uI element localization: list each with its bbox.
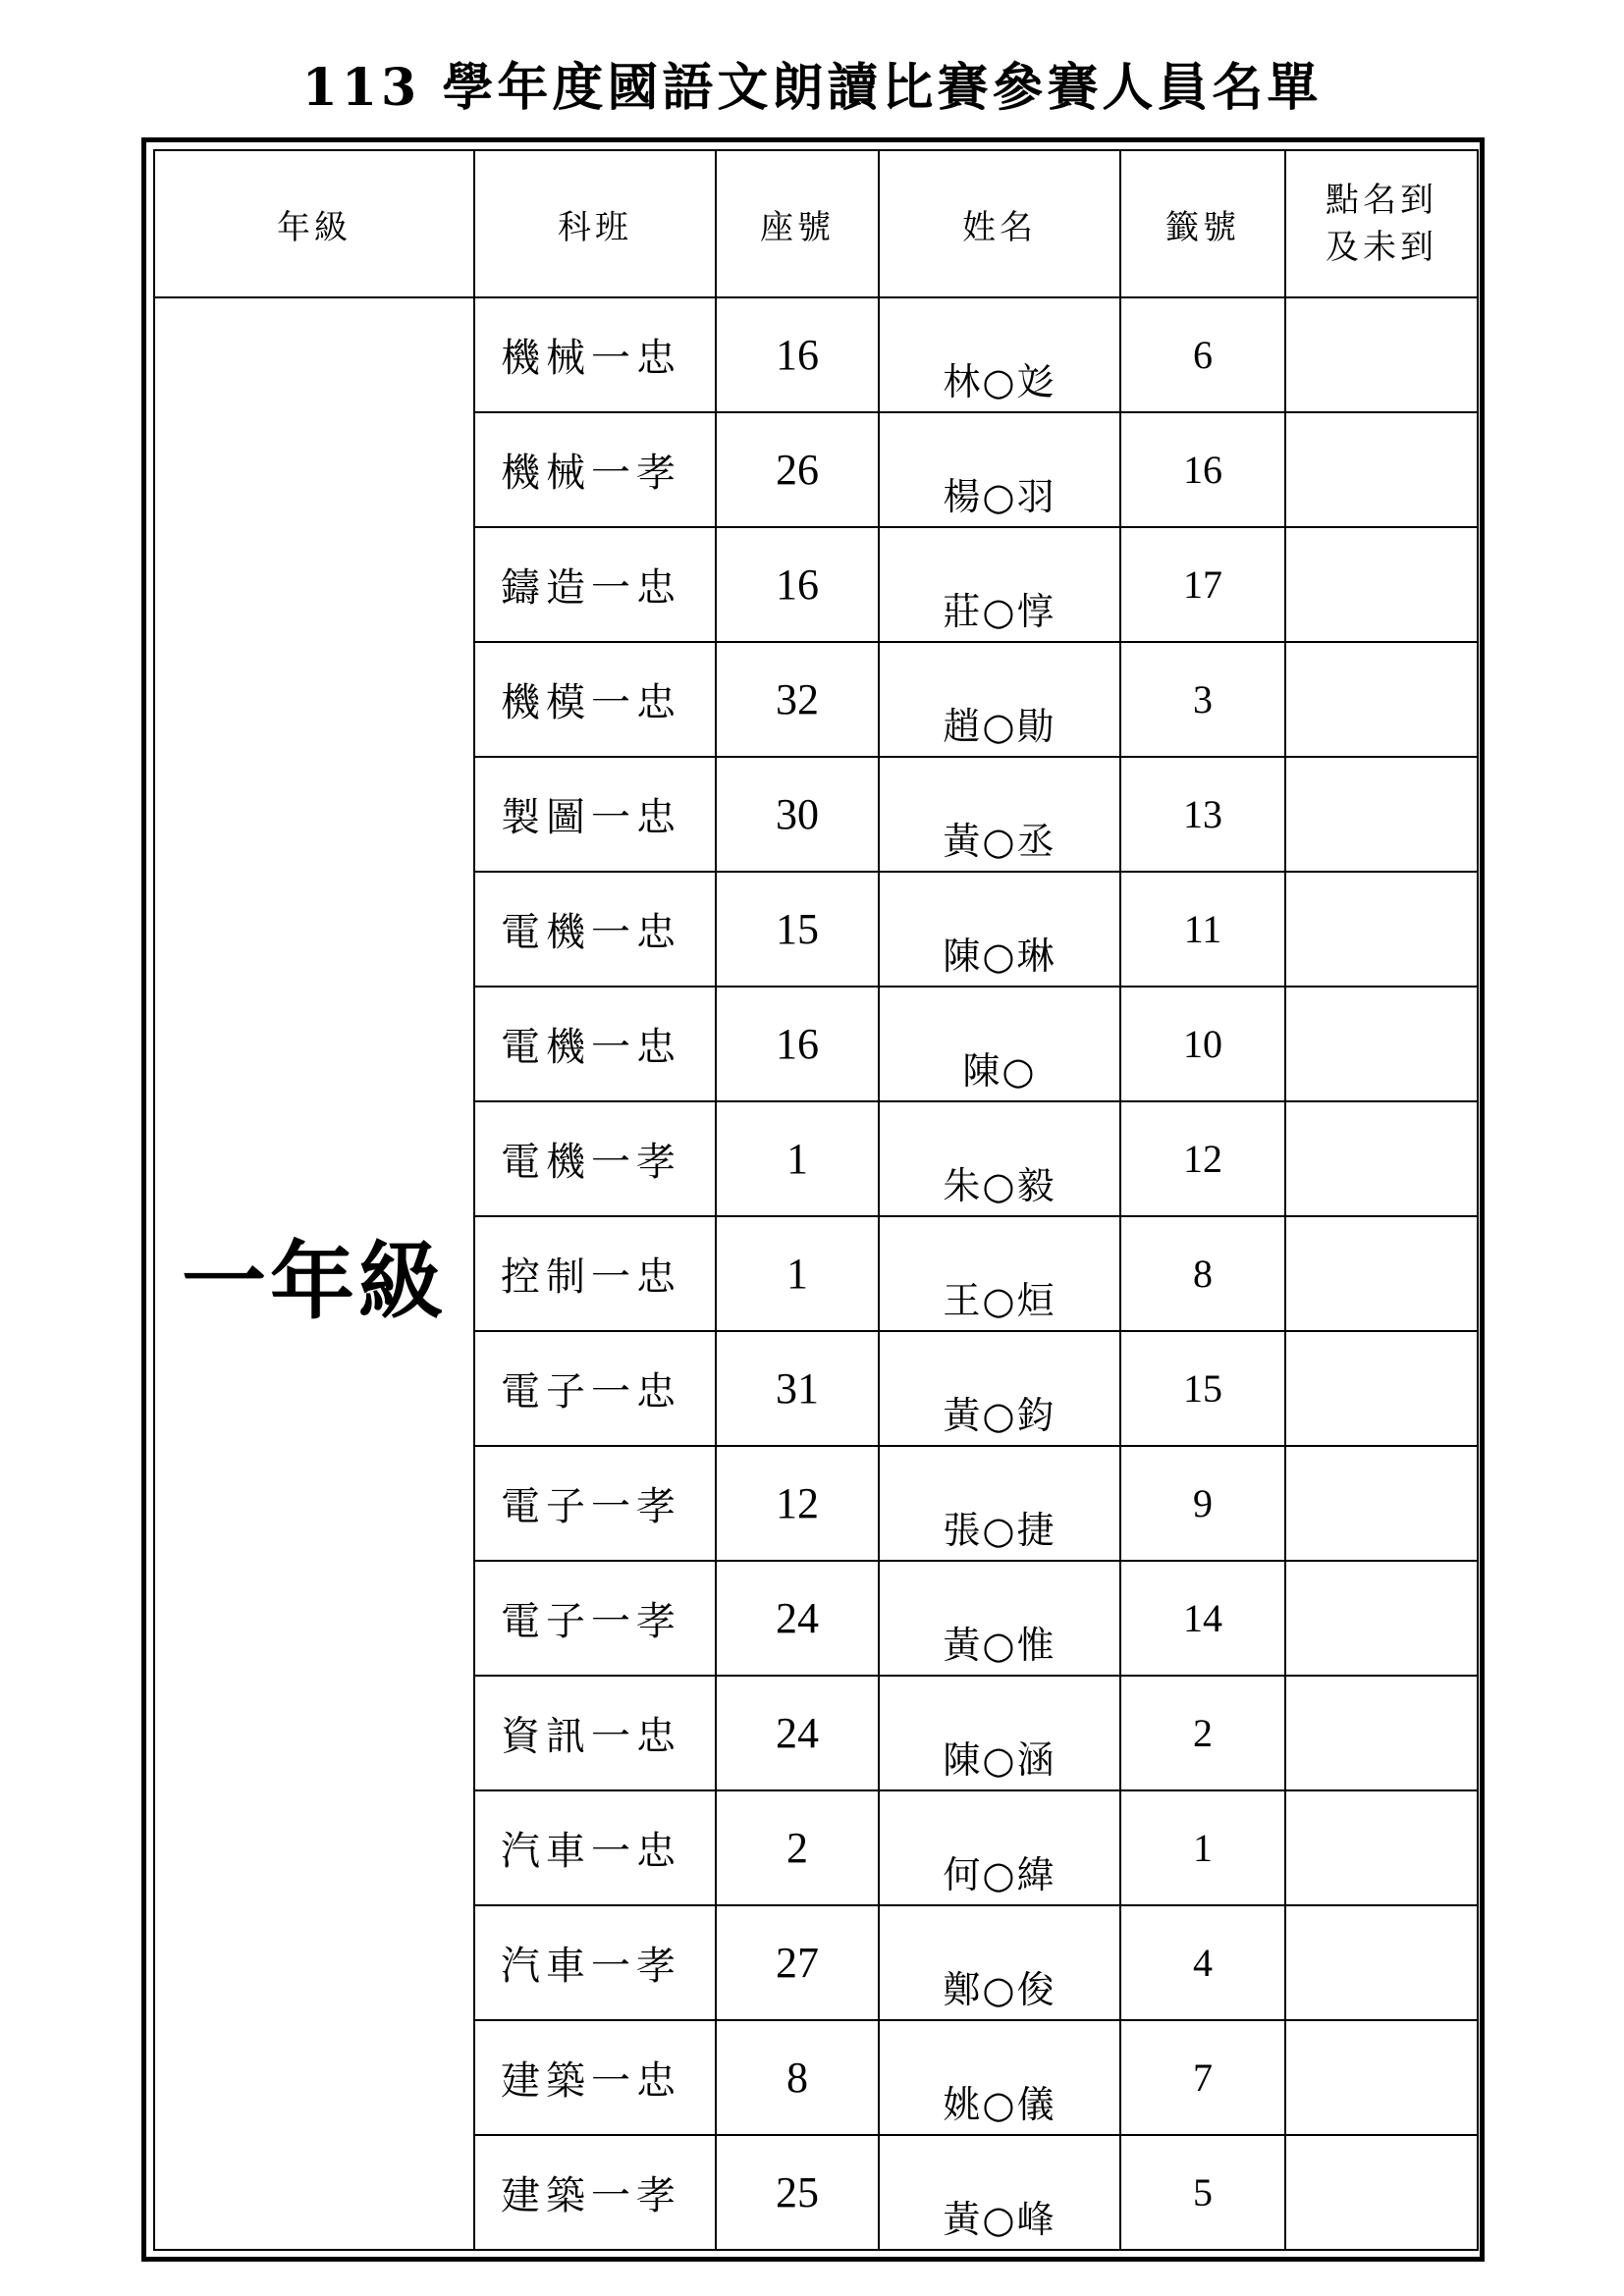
lot-cell: 4: [1120, 1905, 1285, 2020]
lot-cell: 7: [1120, 2020, 1285, 2135]
class-cell: 電子一孝: [474, 1561, 716, 1676]
class-cell: 建築一忠: [474, 2020, 716, 2135]
header-attendance: [1285, 150, 1478, 297]
table-header-row: [154, 150, 1478, 297]
name-cell: 趙○勛: [879, 642, 1120, 757]
attendance-cell[interactable]: [1285, 1905, 1478, 2020]
seat-cell: 16: [716, 297, 879, 412]
seat-cell: 25: [716, 2135, 879, 2250]
lot-cell: 8: [1120, 1216, 1285, 1331]
table-row: [154, 297, 1478, 412]
name-cell: 莊○惇: [879, 527, 1120, 642]
roster-frame: [141, 137, 1485, 2262]
class-cell: 電機一忠: [474, 872, 716, 987]
seat-cell: 2: [716, 1790, 879, 1905]
class-cell: 電子一孝: [474, 1446, 716, 1561]
class-cell: 電機一孝: [474, 1101, 716, 1216]
lot-cell: 17: [1120, 527, 1285, 642]
class-cell: 汽車一忠: [474, 1790, 716, 1905]
seat-cell: 1: [716, 1101, 879, 1216]
class-cell: 鑄造一忠: [474, 527, 716, 642]
name-cell: 張○捷: [879, 1446, 1120, 1561]
attendance-cell[interactable]: [1285, 2020, 1478, 2135]
header-class: 科班: [474, 150, 716, 297]
name-cell: 陳○涵: [879, 1676, 1120, 1790]
header-lot: 籤號: [1120, 150, 1285, 297]
class-cell: 汽車一孝: [474, 1905, 716, 2020]
lot-cell: 9: [1120, 1446, 1285, 1561]
header-attendance-line2: 及未到: [1326, 228, 1437, 267]
seat-cell: 27: [716, 1905, 879, 2020]
lot-cell: 10: [1120, 987, 1285, 1101]
seat-cell: 8: [716, 2020, 879, 2135]
lot-cell: 15: [1120, 1331, 1285, 1446]
seat-cell: 24: [716, 1561, 879, 1676]
lot-cell: 3: [1120, 642, 1285, 757]
seat-cell: 26: [716, 412, 879, 527]
attendance-cell[interactable]: [1285, 1676, 1478, 1790]
attendance-cell[interactable]: [1285, 987, 1478, 1101]
grade-cell: 一年級: [154, 297, 474, 2250]
page-title: 113 學年度國語文朗讀比賽參賽人員名單: [301, 58, 1323, 118]
attendance-cell[interactable]: [1285, 1216, 1478, 1331]
seat-cell: 24: [716, 1676, 879, 1790]
lot-cell: 12: [1120, 1101, 1285, 1216]
header-name: 姓名: [879, 150, 1120, 297]
class-cell: 控制一忠: [474, 1216, 716, 1331]
lot-cell: 5: [1120, 2135, 1285, 2250]
attendance-cell[interactable]: [1285, 642, 1478, 757]
name-cell: 黃○丞: [879, 757, 1120, 872]
seat-cell: 31: [716, 1331, 879, 1446]
seat-cell: 16: [716, 987, 879, 1101]
attendance-cell[interactable]: [1285, 297, 1478, 412]
name-cell: 林○彣: [879, 297, 1120, 412]
name-cell: 朱○毅: [879, 1101, 1120, 1216]
name-cell: 楊○羽: [879, 412, 1120, 527]
header-grade: 年級: [154, 150, 474, 297]
lot-cell: 13: [1120, 757, 1285, 872]
seat-cell: 12: [716, 1446, 879, 1561]
attendance-cell[interactable]: [1285, 412, 1478, 527]
attendance-cell[interactable]: [1285, 1101, 1478, 1216]
name-cell: 何○緯: [879, 1790, 1120, 1905]
lot-cell: 11: [1120, 872, 1285, 987]
seat-cell: 1: [716, 1216, 879, 1331]
class-cell: 電機一忠: [474, 987, 716, 1101]
lot-cell: 16: [1120, 412, 1285, 527]
class-cell: 製圖一忠: [474, 757, 716, 872]
class-cell: 資訊一忠: [474, 1676, 716, 1790]
attendance-cell[interactable]: [1285, 1331, 1478, 1446]
name-cell: 陳○琳: [879, 872, 1120, 987]
attendance-cell[interactable]: [1285, 1561, 1478, 1676]
header-attendance-line1: 點名到: [1326, 181, 1437, 220]
attendance-cell[interactable]: [1285, 2135, 1478, 2250]
class-cell: 機械一孝: [474, 412, 716, 527]
name-cell: 黃○峰: [879, 2135, 1120, 2250]
seat-cell: 16: [716, 527, 879, 642]
name-cell: 黃○鈞: [879, 1331, 1120, 1446]
class-cell: 建築一孝: [474, 2135, 716, 2250]
name-cell: 鄭○俊: [879, 1905, 1120, 2020]
class-cell: 機模一忠: [474, 642, 716, 757]
lot-cell: 6: [1120, 297, 1285, 412]
lot-cell: 1: [1120, 1790, 1285, 1905]
name-cell: 陳○: [879, 987, 1120, 1101]
seat-cell: 30: [716, 757, 879, 872]
class-cell: 機械一忠: [474, 297, 716, 412]
attendance-cell[interactable]: [1285, 1446, 1478, 1561]
seat-cell: 15: [716, 872, 879, 987]
seat-cell: 32: [716, 642, 879, 757]
attendance-cell[interactable]: [1285, 757, 1478, 872]
lot-cell: 14: [1120, 1561, 1285, 1676]
attendance-cell[interactable]: [1285, 527, 1478, 642]
attendance-cell[interactable]: [1285, 872, 1478, 987]
name-cell: 王○烜: [879, 1216, 1120, 1331]
lot-cell: 2: [1120, 1676, 1285, 1790]
header-seat: 座號: [716, 150, 879, 297]
name-cell: 黃○惟: [879, 1561, 1120, 1676]
roster-table: [153, 149, 1479, 2251]
name-cell: 姚○儀: [879, 2020, 1120, 2135]
attendance-cell[interactable]: [1285, 1790, 1478, 1905]
class-cell: 電子一忠: [474, 1331, 716, 1446]
